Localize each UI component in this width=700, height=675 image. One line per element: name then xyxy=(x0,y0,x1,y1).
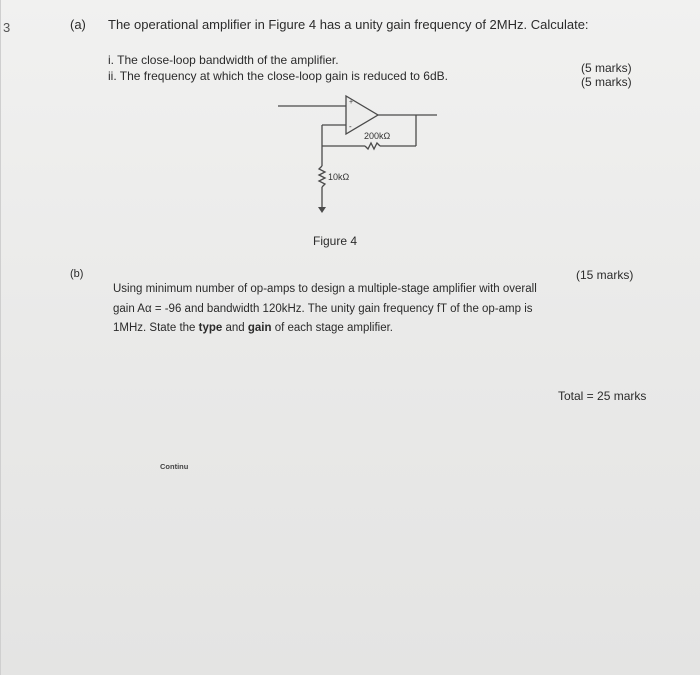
continue-note: Continu xyxy=(160,462,189,471)
part-a-label: (a) xyxy=(70,17,86,32)
part-b-line-3-post: of each stage amplifier. xyxy=(271,322,393,334)
figure-4-circuit xyxy=(276,94,446,219)
feedback-resistor xyxy=(365,143,380,149)
part-b-line-2: gain Aα = -96 and bandwidth 120kHz. The unity gain frequency fT of the op-amp is xyxy=(113,303,533,315)
part-b-line-3 xyxy=(113,322,393,334)
part-b-gain-word: gain xyxy=(247,322,272,334)
part-b-label: (b) xyxy=(70,268,84,280)
part-a-marks-2: (5 marks) xyxy=(581,75,632,89)
question-number: 3 xyxy=(3,20,11,35)
page-edge xyxy=(0,0,1,675)
ground-resistor xyxy=(319,166,325,187)
part-b-line-1: Using minimum number of op-amps to design a multiple-stage amplifier with overall xyxy=(113,283,537,295)
ground-resistor-label: 10kΩ xyxy=(328,172,350,182)
part-a-stem: The operational amplifier in Figure 4 has a unity gain frequency of 2MHz. Calculate: xyxy=(108,17,589,32)
figure-caption: Figure 4 xyxy=(313,234,358,248)
part-b-marks: (15 marks) xyxy=(576,268,634,282)
minus-sign: - xyxy=(349,122,352,131)
part-b-line-3-mid: and xyxy=(222,322,248,334)
total-marks: Total = 25 marks xyxy=(558,389,647,403)
part-a-marks-1: (5 marks) xyxy=(581,61,632,75)
part-a-item-2: ii. The frequency at which the close-loop gain is reduced to 6dB. xyxy=(108,69,448,83)
part-b-line-3-pre: 1MHz. State the xyxy=(113,322,199,334)
ground-symbol xyxy=(318,207,326,213)
part-a-item-1: i. The close-loop bandwidth of the amplifier. xyxy=(108,53,339,67)
feedback-resistor-label: 200kΩ xyxy=(364,131,391,141)
part-b-type-word: type xyxy=(198,322,223,334)
plus-sign: + xyxy=(349,99,354,106)
